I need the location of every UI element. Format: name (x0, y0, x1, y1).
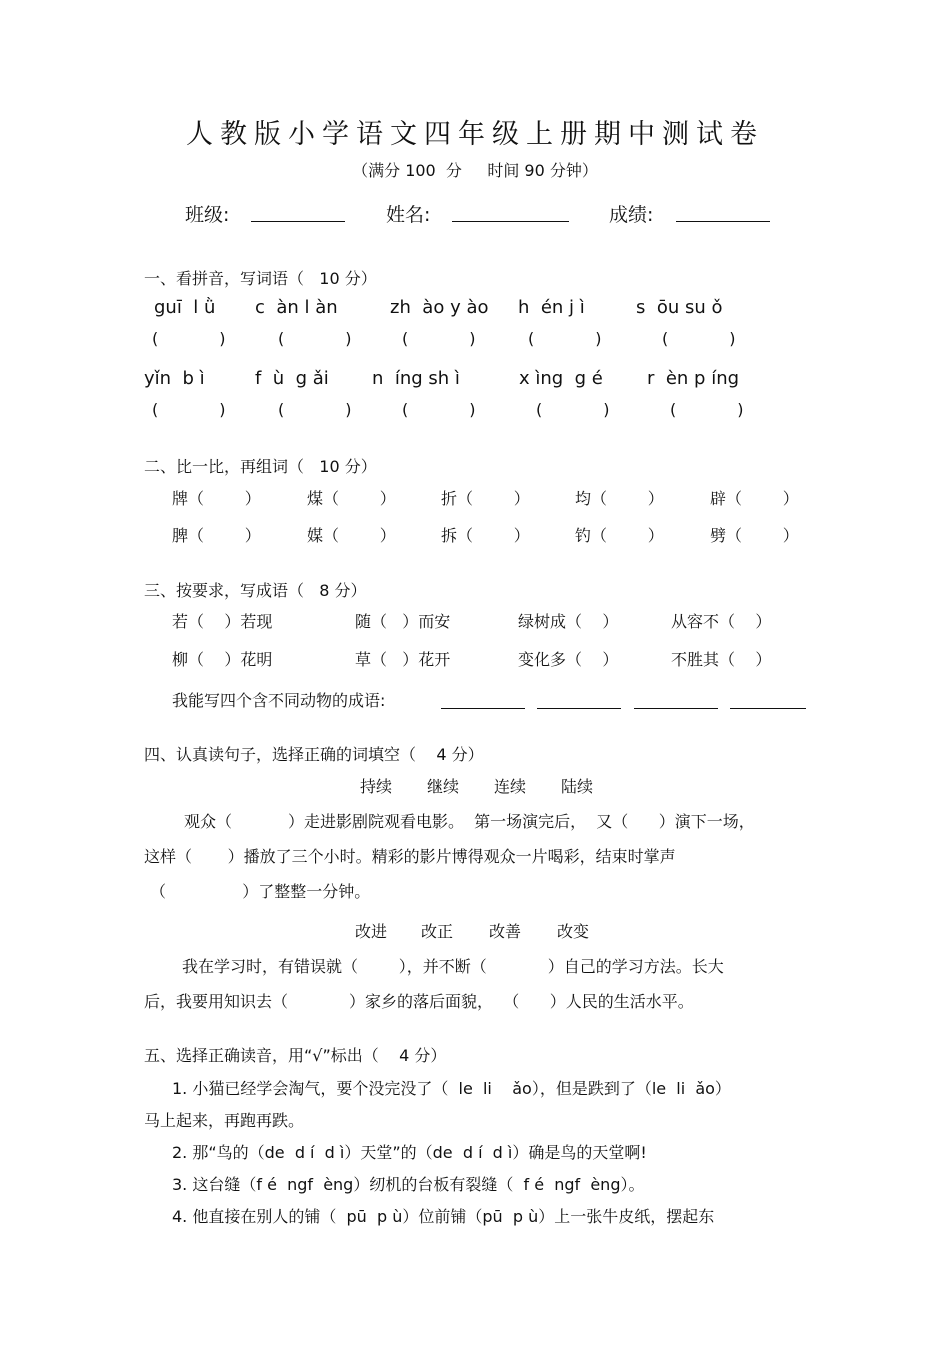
answer-paren[interactable]: ( ) (278, 400, 352, 419)
compare-item[interactable]: 拆（ ） (441, 526, 530, 545)
paragraph-line: 后，我要用知识去（ ）家乡的落后面貌， （ ）人民的生活水平。 (144, 992, 694, 1011)
idiom-item[interactable]: 柳（ ）花明 (172, 650, 273, 669)
answer-paren[interactable]: ( ) (528, 329, 602, 348)
question-line: 3. 这台缝（f é ngf èng）纫机的台板有裂缝（ f é ngf èng）。 (172, 1175, 645, 1194)
answer-paren[interactable]: ( ) (662, 329, 736, 348)
idiom-item[interactable]: 若（ ）若现 (172, 612, 273, 631)
pinyin-item: f ù g ǎi (255, 368, 329, 389)
animal-idiom-prompt: 我能写四个含不同动物的成语: (172, 691, 386, 710)
score-label: 成绩: (609, 204, 654, 226)
answer-paren[interactable]: ( ) (536, 400, 610, 419)
compare-item[interactable]: 牌（ ） (172, 489, 261, 508)
paragraph-line: 我在学习时，有错误就（ ），并不断（ ）自己的学习方法。长大 (182, 957, 724, 976)
section-5-heading: 五、选择正确读音，用“√”标出（ 4 分） (144, 1046, 447, 1065)
paragraph-line: 观众（ ）走进影剧院观看电影。 第一场演完后， 又（ ）演下一场， (184, 812, 755, 831)
question-line: 2. 那“鸟的（de d í d ì）天堂”的（de d í d ì）确是鸟的天堂啊! (172, 1143, 647, 1162)
animal-idiom-field[interactable] (634, 708, 718, 709)
class-label: 班级: (185, 204, 230, 226)
pinyin-item: zh ào y ào (390, 297, 489, 318)
paragraph-line: 这样（ ）播放了三个小时。精彩的影片博得观众一片喝彩，结束时掌声 (144, 847, 676, 866)
compare-item[interactable]: 折（ ） (441, 489, 530, 508)
section-3-heading: 三、按要求，写成语（ 8 分） (144, 581, 367, 600)
compare-item[interactable]: 媒（ ） (307, 526, 396, 545)
compare-item[interactable]: 辟（ ） (710, 489, 799, 508)
pinyin-item: h én j ì (518, 297, 585, 318)
compare-item[interactable]: 脾（ ） (172, 526, 261, 545)
compare-item[interactable]: 劈（ ） (710, 526, 799, 545)
pinyin-item: n íng sh ì (372, 368, 460, 389)
page-title: 人教版小学语文四年级上册期中测试卷 (186, 119, 764, 150)
answer-paren[interactable]: ( ) (402, 329, 476, 348)
class-field[interactable] (251, 221, 345, 222)
answer-paren[interactable]: ( ) (278, 329, 352, 348)
idiom-item[interactable]: 随（ ）而安 (355, 612, 451, 631)
pinyin-item: x ìng g é (519, 368, 603, 389)
answer-paren[interactable]: ( ) (152, 329, 226, 348)
name-label: 姓名: (386, 204, 431, 226)
section-2-heading: 二、比一比，再组词（ 10 分） (144, 457, 377, 476)
word-choice: 改善 (489, 922, 522, 941)
word-choice: 改正 (421, 922, 454, 941)
word-choice: 连续 (494, 777, 527, 796)
idiom-item[interactable]: 不胜其（ ） (671, 650, 772, 669)
page-subtitle: （满分 100 分 时间 90 分钟） (352, 161, 598, 180)
compare-item[interactable]: 钓（ ） (575, 526, 664, 545)
word-choice: 改变 (557, 922, 590, 941)
word-choice: 陆续 (561, 777, 594, 796)
question-line: 马上起来，再跑再跌。 (144, 1111, 305, 1130)
animal-idiom-field[interactable] (537, 708, 621, 709)
compare-item[interactable]: 煤（ ） (307, 489, 396, 508)
word-choice: 持续 (360, 777, 393, 796)
animal-idiom-field[interactable] (441, 708, 525, 709)
animal-idiom-field[interactable] (730, 708, 806, 709)
pinyin-item: s ōu su ǒ (636, 297, 723, 318)
pinyin-item: yǐn b ì (144, 368, 205, 389)
answer-paren[interactable]: ( ) (402, 400, 476, 419)
word-choice: 改进 (355, 922, 388, 941)
answer-paren[interactable]: ( ) (152, 400, 226, 419)
question-line: 4. 他直接在别人的铺（ pū p ù）位前铺（pū p ù）上一张牛皮纸，摆起东 (172, 1207, 715, 1226)
idiom-item[interactable]: 从容不（ ） (671, 612, 772, 631)
word-choice: 继续 (427, 777, 460, 796)
name-field[interactable] (452, 221, 569, 222)
pinyin-item: r èn p íng (647, 368, 740, 389)
idiom-item[interactable]: 草（ ）花开 (355, 650, 451, 669)
question-line: 1. 小猫已经学会淘气，要个没完没了（ le li ǎo），但是跌到了（le li ǎo） (172, 1079, 731, 1098)
section-4-heading: 四、认真读句子，选择正确的词填空（ 4 分） (144, 745, 484, 764)
compare-item[interactable]: 均（ ） (575, 489, 664, 508)
pinyin-item: c àn l àn (255, 297, 338, 318)
score-field[interactable] (676, 221, 770, 222)
paragraph-line: （ ）了整整一分钟。 (150, 882, 371, 901)
idiom-item[interactable]: 绿树成（ ） (518, 612, 619, 631)
pinyin-item: guī l ǜ (154, 297, 216, 318)
answer-paren[interactable]: ( ) (670, 400, 744, 419)
idiom-item[interactable]: 变化多（ ） (518, 650, 619, 669)
section-1-heading: 一、看拼音，写词语（ 10 分） (144, 269, 377, 288)
